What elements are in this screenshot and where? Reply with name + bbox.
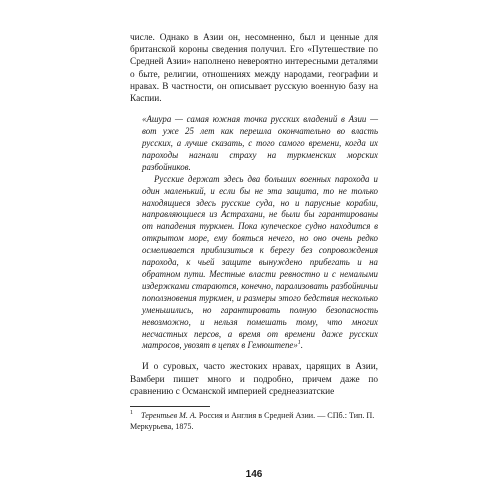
footnote-reference[interactable]: 1 — [297, 340, 301, 347]
quote-paragraph-2-text: Русские держат здесь два больших военных парохода и один маленький, и если бы не эта защита, то не только находящиеся здесь русские суда, но и парусные корабли, направляющиеся из Астрахани, не были бы гарантированы от нападения туркмен. Пока купеческое судно находится в открытом море, ему бояться нечего, но оно очень редко осмеливается приблизиться к берегу без сопровождения парохода, к чьей защите вынуждено прибегать и на обратном пути. Местные власти ревностно и с немалыми издержками стараются, конечно, парализовать разбойничьи поползновения туркмен, и размеры этого бедствия несколько уменьшились, но гарантировать полную безопасность невозможно, и нельзя помешать тому, что многих несчастных персов, а время от времени даже русских матросов, увозят в цепях в Гемюштепе» — [142, 173, 378, 351]
footnote-text: Россия и Англия в Средней Азии. — СПб.: Тип. П. Меркурьева, 1875. — [130, 410, 375, 431]
intro-paragraph: числе. Однако в Азии он, несомненно, был и ценные для британской короны сведения получил. Его «Путешествие по Средней Азии» наполнено невероятно интересными деталями о быте, религии, отношениях между народами, географии и нравах. В частности, он описывает русскую военную базу на Каспии. — [130, 33, 378, 105]
quotation-block — [130, 114, 378, 352]
quote-paragraph-1: «Ашура — самая южная точка русских владений в Азии — вот уже 25 лет как перешла окончательно во власть русских, а лучше сказать, с того самого времени, когда их пароходы нагнали страху на туркменских морских разбойников. — [142, 114, 378, 172]
page-number: 146 — [245, 469, 263, 480]
following-paragraph: И о суровых, часто жестоких нравах, царящих в Азии, Вамбери пишет много и подробно, причем даже по сравнению с Османской империей среднеазиатские — [130, 362, 378, 397]
footnote-divider — [130, 406, 210, 407]
quote-paragraph-2: Русские держат здесь два больших военных парохода и один маленький, и если бы не эта защита, то не только находящиеся здесь русские суда, но и парусные корабли, направляющиеся из Астрахани, не были бы гарантированы от нападения туркмен. Пока купеческое судно находится в открытом море, ему бояться нечего, но оно очень редко осмеливается приблизиться к берегу без сопровождения парохода, к чьей защите вынуждено прибегать и на обратном пути. Местные власти ревностно и с немалыми издержками стараются, конечно, парализовать разбойничьи поползновения туркмен, и размеры этого бедствия несколько уменьшились, но гарантировать полную безопасность невозможно, и нельзя помешать тому, что многих несчастных персов, а время от времени даже русских матросов, увозят в цепях в Гемюштепе»$^1$. — [142, 173, 378, 351]
footnote-mark: 1 — [130, 410, 133, 417]
page-body — [130, 32, 378, 432]
footnote — [130, 411, 378, 432]
footnote-author: Терентьев М. А. — [141, 410, 197, 420]
